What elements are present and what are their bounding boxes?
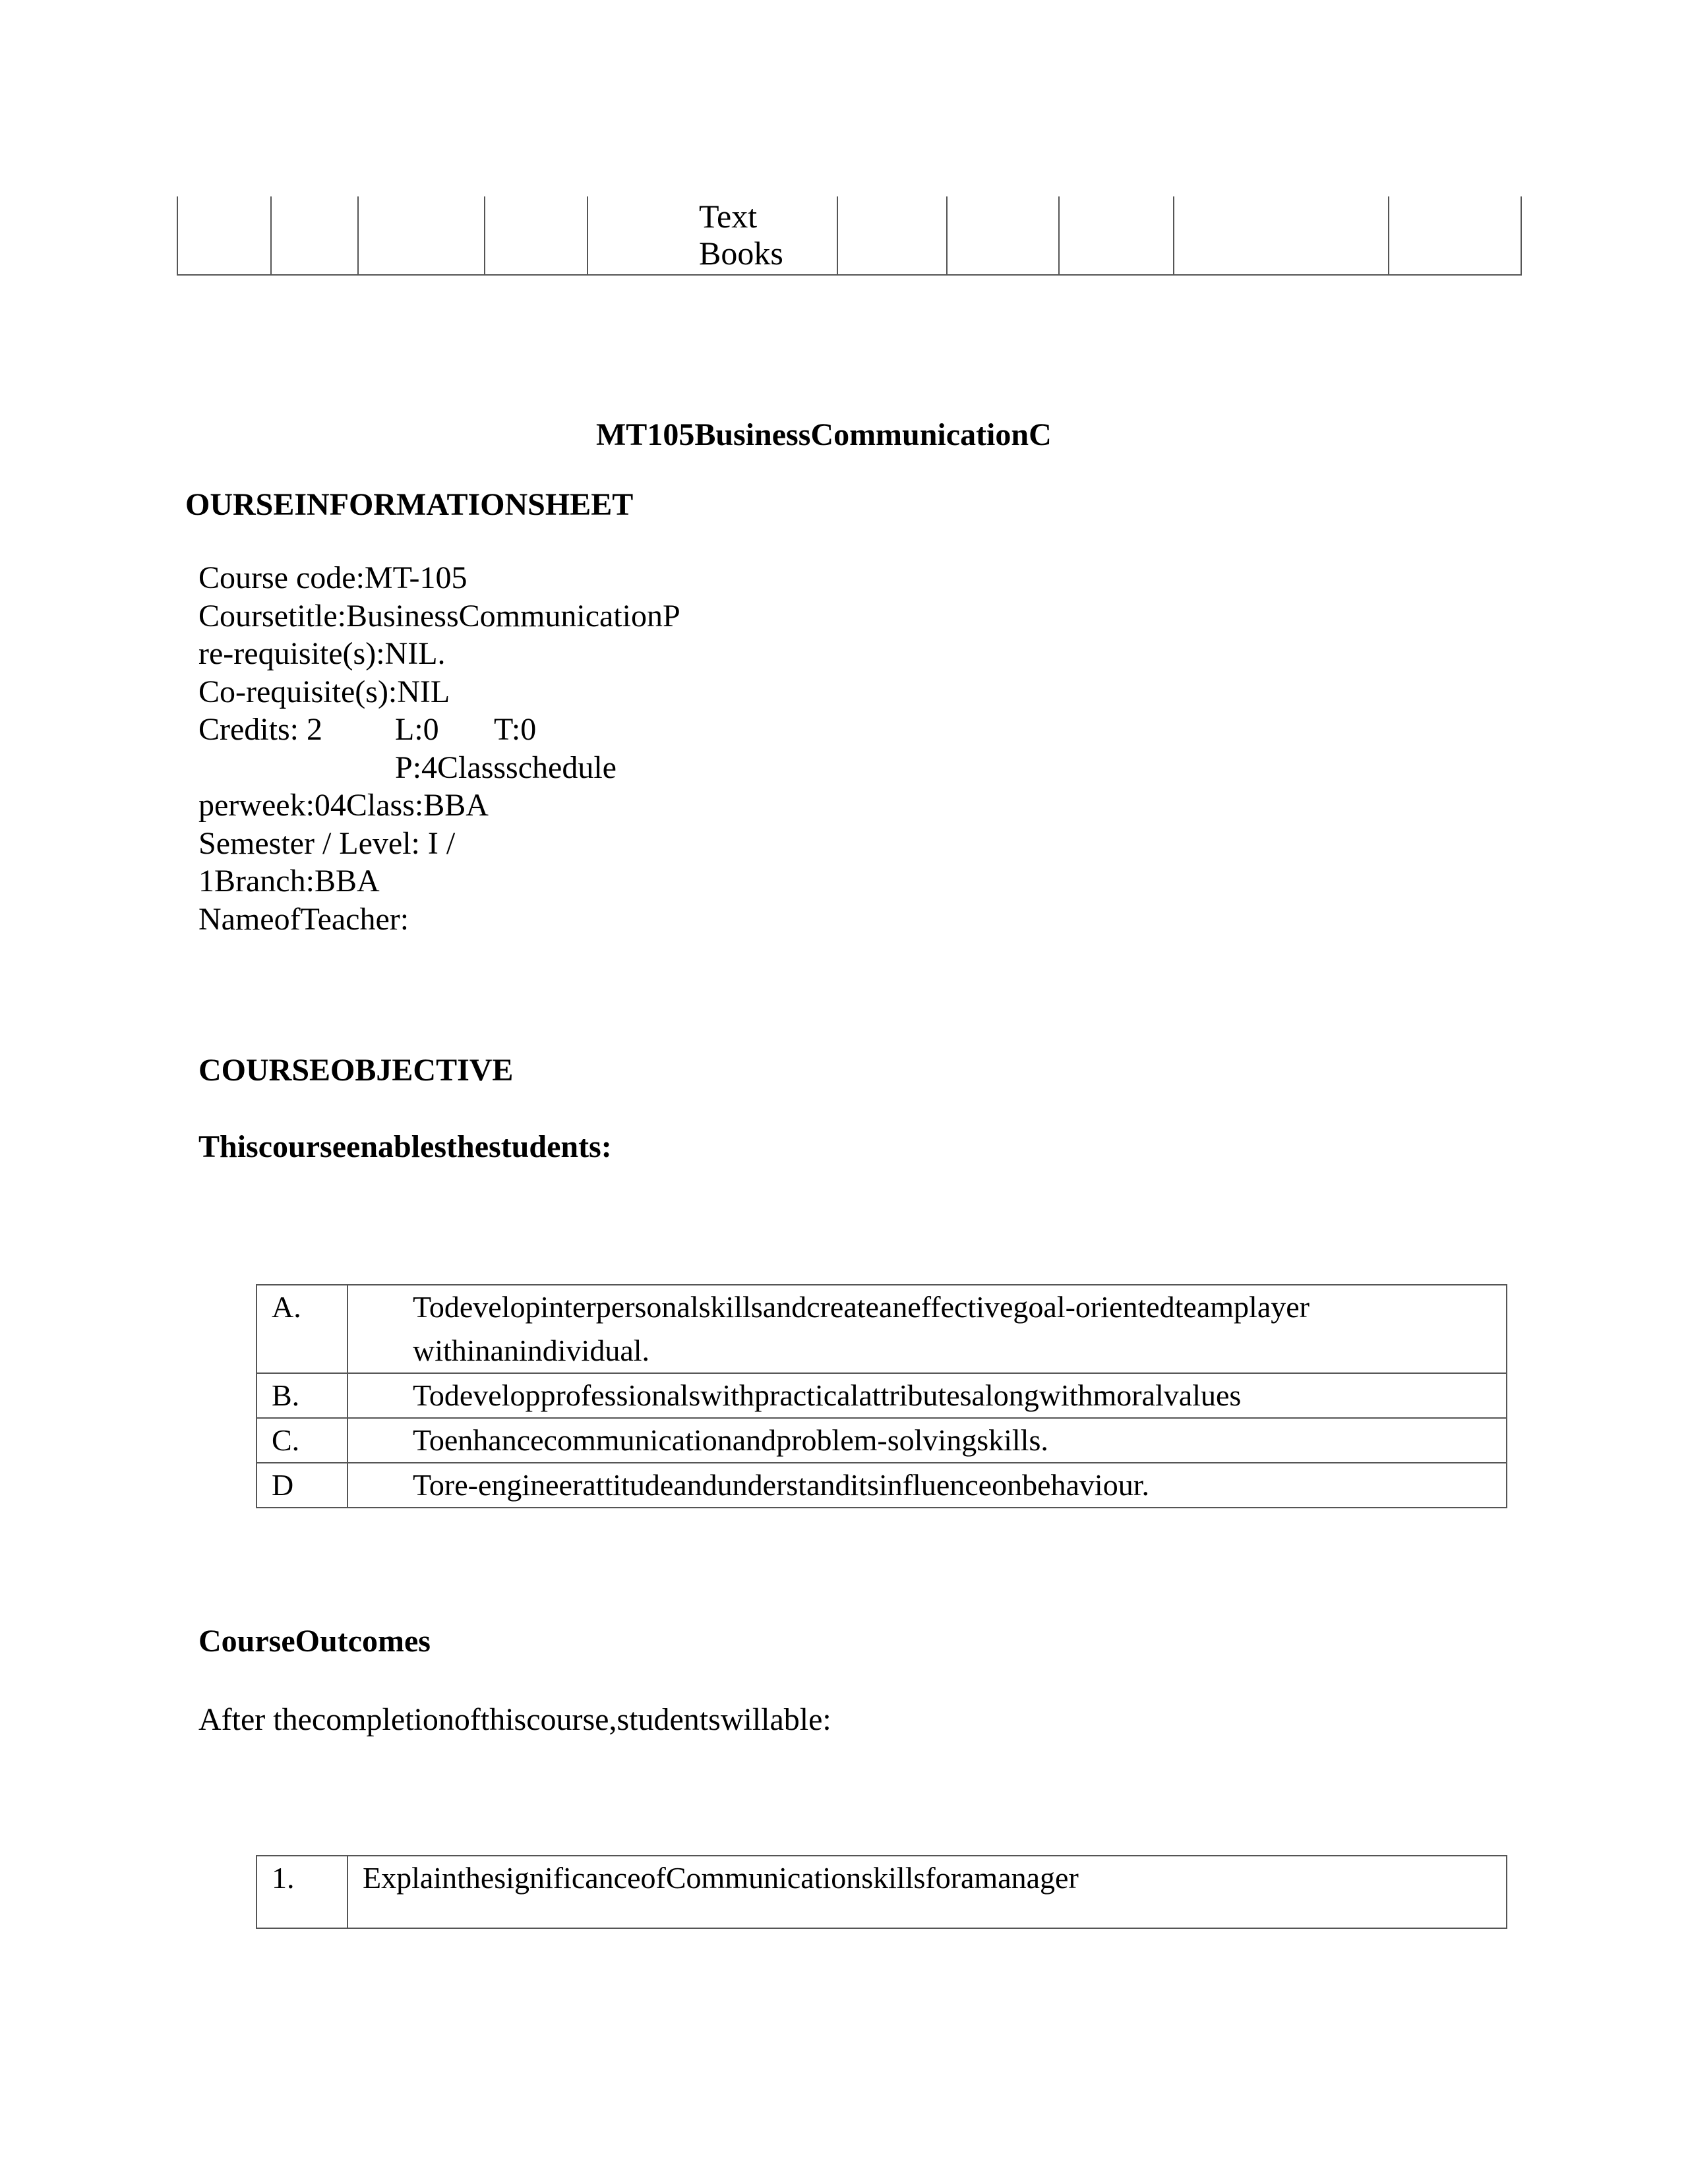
tutorial-value: T:0 — [494, 712, 537, 747]
table-cell — [1059, 196, 1174, 275]
table-cell — [1174, 196, 1389, 275]
table-cell — [837, 196, 947, 275]
top-table-fragment — [177, 196, 1522, 276]
cell-text-line: Text — [699, 198, 758, 235]
corequisite-line: Co-requisite(s):NIL — [198, 674, 450, 709]
credits-value: Credits: 2 — [198, 712, 322, 747]
document-subtitle: OURSEINFORMATIONSHEET — [185, 487, 634, 522]
objective-text: Toenhancecommunicationandproblem-solvingskills. — [347, 1418, 1507, 1463]
objectives-table — [256, 1284, 1507, 1508]
objective-label: B. — [256, 1373, 347, 1418]
table-cell — [1389, 196, 1521, 275]
course-code-line: Course code:MT-105 — [198, 560, 467, 595]
table-cell — [271, 196, 358, 275]
table-row — [256, 1856, 1507, 1928]
outcomes-table — [256, 1855, 1507, 1929]
objective-label: C. — [256, 1418, 347, 1463]
table-cell — [358, 196, 485, 275]
credits-line — [198, 711, 680, 749]
teacher-line: NameofTeacher: — [198, 901, 409, 937]
perweek-class-line: perweek:04Class:BBA — [198, 788, 489, 823]
cell-text-line: Books — [699, 235, 783, 272]
course-outcomes-intro: After thecompletionofthiscourse,studentswillable: — [198, 1702, 831, 1737]
document-title: MT105BusinessCommunicationC — [596, 417, 1052, 452]
course-outcomes-heading: CourseOutcomes — [198, 1624, 431, 1659]
outcome-text: ExplainthesignificanceofCommunicationskillsforamanager — [347, 1856, 1507, 1928]
course-objective-heading: COURSEOBJECTIVE — [198, 1053, 514, 1088]
objective-text: Tore-engineerattitudeandunderstanditsinfluenceonbehaviour. — [347, 1463, 1507, 1508]
objective-text — [347, 1285, 1507, 1373]
branch-line: 1Branch:BBA — [198, 864, 380, 899]
semester-line: Semester / Level: I / — [198, 825, 456, 861]
prerequisite-line: re-requisite(s):NIL. — [198, 636, 446, 671]
objective-text: Todevelopprofessionalswithpracticalattributesalongwithmoralvalues — [347, 1373, 1507, 1418]
table-cell — [177, 196, 271, 275]
course-info-block — [198, 559, 680, 938]
objective-label: A. — [256, 1285, 347, 1373]
table-cell-text-books — [588, 196, 837, 275]
lecture-value: L:0 — [395, 712, 439, 747]
outcome-label: 1. — [256, 1856, 347, 1928]
course-title-line: Coursetitle:BusinessCommunicationP — [198, 598, 680, 634]
table-cell — [485, 196, 588, 275]
table-cell — [947, 196, 1059, 275]
table-row — [177, 196, 1521, 275]
course-objective-intro: Thiscourseenablesthestudents: — [198, 1129, 612, 1164]
practical-schedule-line: P:4Classschedule — [395, 750, 617, 785]
objective-text-line: Todevelopinterpersonalskillsandcreateaneffectivegoal-orientedteamplayer — [413, 1290, 1310, 1324]
table-row — [256, 1463, 1507, 1508]
objective-text-line: withinanindividual. — [413, 1334, 650, 1367]
table-row — [256, 1285, 1507, 1373]
table-row — [256, 1373, 1507, 1418]
objective-label: D — [256, 1463, 347, 1508]
table-row — [256, 1418, 1507, 1463]
